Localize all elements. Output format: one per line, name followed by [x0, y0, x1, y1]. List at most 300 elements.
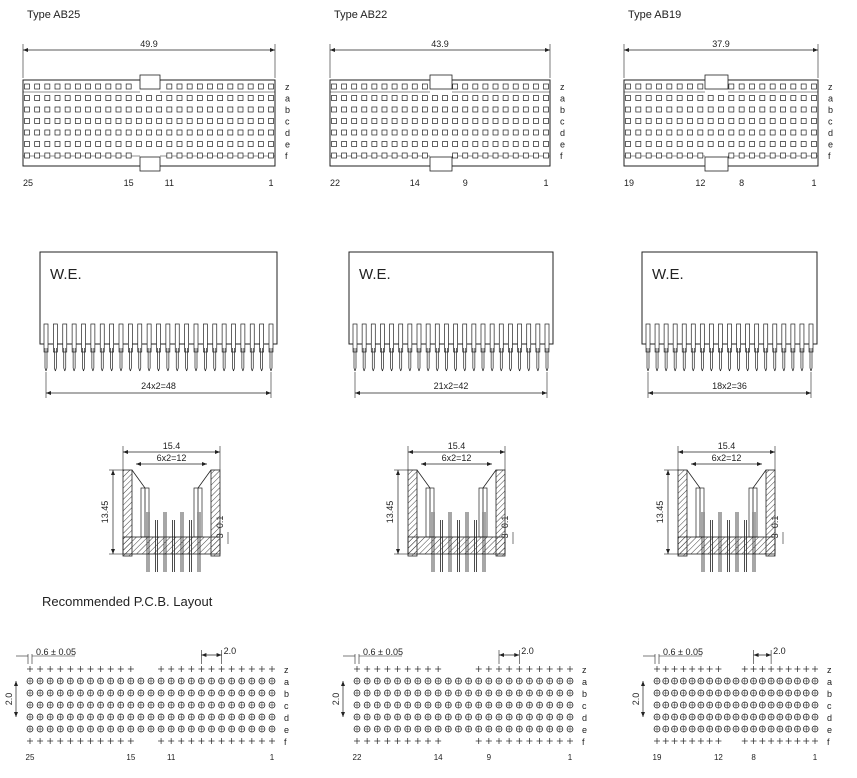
pcb-layout [331, 646, 587, 762]
contact-cell [352, 96, 357, 101]
contact-cell [372, 119, 377, 124]
contact-cell [96, 119, 101, 124]
contact-cell [708, 130, 713, 135]
contact-cell [422, 142, 427, 147]
contact-cell [473, 130, 478, 135]
row-letter-a: a [828, 93, 834, 104]
pin-upper [764, 324, 768, 352]
contact-cell [646, 153, 651, 158]
contact-cell [708, 142, 713, 147]
contact-cell [382, 153, 387, 158]
pin-upper [157, 324, 161, 352]
contact-cell [65, 153, 70, 158]
contact-cell [86, 84, 91, 89]
pin-number: 14 [409, 178, 420, 188]
contact-cell [719, 96, 724, 101]
contact-cell [453, 142, 458, 147]
contact-cell [392, 96, 397, 101]
pin-tip [84, 368, 85, 371]
pin-tip [262, 368, 263, 371]
pin-number: 15 [123, 178, 134, 188]
contact-cell [177, 107, 182, 112]
contact-cell [739, 119, 744, 124]
contact-cell [372, 96, 377, 101]
row-letter-e: e [285, 139, 291, 150]
contact-cell [332, 153, 337, 158]
arrow-head [691, 462, 696, 466]
contact-cell [739, 96, 744, 101]
brand-label: W.E. [652, 266, 684, 283]
contact-cell [86, 153, 91, 158]
contact-cell [136, 142, 141, 147]
pin-upper [728, 324, 732, 352]
arrow-head [330, 48, 335, 52]
pcb-row-letter-a: a [582, 677, 588, 687]
contact-cell [167, 96, 172, 101]
inner-profile [687, 470, 700, 537]
pin-upper [545, 324, 549, 352]
contact-cell [801, 119, 806, 124]
contact-cell [106, 142, 111, 147]
contact-cell [636, 96, 641, 101]
contact-cell [126, 84, 131, 89]
row-letter-c: c [828, 116, 833, 127]
contact-cell [402, 119, 407, 124]
contact-cell [503, 107, 508, 112]
row-letter-d: d [828, 128, 834, 138]
contact-cell [412, 119, 417, 124]
contact-cell [248, 130, 253, 135]
pin-upper [773, 324, 777, 352]
key-notch-bottom [140, 157, 160, 171]
contact-cell [258, 107, 263, 112]
arrow-head [270, 48, 275, 52]
contact-cell [770, 84, 775, 89]
pin-tip [243, 368, 244, 371]
pin-upper [166, 324, 170, 352]
contact-cell [422, 130, 427, 135]
contact-cell [791, 153, 796, 158]
contact-cell [739, 130, 744, 135]
pin-tip [401, 368, 402, 371]
row-letter-a: a [560, 93, 566, 104]
pcb-row-letter-d: d [284, 713, 290, 723]
key-notch-top [705, 75, 728, 89]
contact-cell [45, 84, 50, 89]
contact-cell [544, 84, 549, 89]
contact-cell [657, 107, 662, 112]
contact-cell [342, 84, 347, 89]
contact-cell [760, 153, 765, 158]
contact-cell [791, 130, 796, 135]
contact-cell [238, 107, 243, 112]
contact-cell [812, 96, 817, 101]
contact-cell [116, 107, 121, 112]
pin-tip [215, 368, 216, 371]
contact-cell [812, 153, 817, 158]
pcb-pin-number: 12 [713, 753, 723, 762]
contact-cell [770, 119, 775, 124]
contact-cell [513, 119, 518, 124]
contact-cell [657, 142, 662, 147]
contact-cell [544, 107, 549, 112]
front-view [40, 252, 277, 398]
arrow-head [341, 712, 345, 717]
contact-cell [269, 142, 274, 147]
pcb-row-letter-a: a [284, 677, 290, 687]
contact-cell [646, 96, 651, 101]
contact-cell [443, 96, 448, 101]
pin-tip [492, 368, 493, 371]
side-height-dimension: 13.45 [100, 500, 110, 524]
pcb-pitch-y-dimension: 2.0 [331, 692, 341, 706]
contact-cell [362, 142, 367, 147]
pin-upper [536, 324, 540, 352]
pcb-row-letter-z: z [582, 665, 587, 675]
pin-tip [748, 368, 749, 371]
contact-cell [626, 96, 631, 101]
key-notch-top [140, 75, 160, 89]
contact-cell [228, 96, 233, 101]
contact-cell [147, 142, 152, 147]
contact-cell [392, 84, 397, 89]
contact-cell [739, 107, 744, 112]
contact-cell [443, 130, 448, 135]
contact-cell [25, 84, 30, 89]
row-letter-c: c [285, 116, 290, 127]
contact-cell [96, 107, 101, 112]
brand-label: W.E. [50, 266, 82, 283]
contact-cell [646, 130, 651, 135]
arrow-head [754, 653, 759, 657]
pin-upper [203, 324, 207, 352]
contact-cell [392, 119, 397, 124]
type-title: Type AB25 [27, 9, 81, 21]
contact-cell [187, 119, 192, 124]
contact-cell [86, 130, 91, 135]
side-width-dimension: 15.4 [447, 441, 466, 451]
contact-cell [708, 119, 713, 124]
side-pitch-dimension: 6x2=12 [711, 453, 742, 463]
contact-cell [412, 96, 417, 101]
contact-cell [453, 130, 458, 135]
contact-cell [412, 107, 417, 112]
pin-upper [508, 324, 512, 352]
contact-cell [187, 142, 192, 147]
contact-cell [667, 84, 672, 89]
contact-cell [218, 96, 223, 101]
contact-cell [801, 96, 806, 101]
contact-cell [770, 96, 775, 101]
contact-cell [523, 96, 528, 101]
pcb-pin-number: 25 [25, 753, 35, 762]
contact-cell [96, 130, 101, 135]
contact-cell [667, 107, 672, 112]
pin-number: 11 [164, 178, 175, 188]
contact-cell [352, 119, 357, 124]
contact-cell [667, 142, 672, 147]
contact-cell [698, 84, 703, 89]
contact-cell [626, 130, 631, 135]
contact-cell [392, 153, 397, 158]
contact-cell [86, 107, 91, 112]
contact-cell [238, 84, 243, 89]
contact-cell [106, 84, 111, 89]
contact-cell [657, 119, 662, 124]
contact-cell [35, 119, 40, 124]
contact-cell [269, 107, 274, 112]
contact-cell [208, 96, 213, 101]
row-letter-e: e [828, 139, 834, 150]
contact-cell [65, 119, 70, 124]
base-plate [123, 537, 220, 554]
contact-cell [677, 84, 682, 89]
side-pitch-dimension: 6x2=12 [441, 453, 472, 463]
arrow-head [46, 391, 51, 395]
pcb-row-letter-b: b [284, 689, 290, 699]
contact-cell [503, 142, 508, 147]
contact-cell [513, 96, 518, 101]
front-view [642, 252, 817, 398]
arrow-head [215, 450, 220, 454]
contact-cell [646, 119, 651, 124]
contact-cell [35, 130, 40, 135]
row-letter-d: d [285, 128, 291, 138]
pcb-row-letter-z: z [284, 665, 289, 675]
pin-tip [252, 368, 253, 371]
contact-cell [463, 142, 468, 147]
pin-tip [121, 368, 122, 371]
contact-cell [688, 119, 693, 124]
pin-number: 12 [695, 178, 706, 188]
pin-upper [691, 324, 695, 352]
pin-number: 1 [543, 178, 549, 188]
side-height-dimension: 13.45 [385, 500, 395, 524]
type-title: Type AB22 [334, 9, 388, 21]
contact-cell [422, 84, 427, 89]
arrow-head [624, 48, 629, 52]
pin-tip [271, 368, 272, 371]
contact-cell [96, 84, 101, 89]
contact-cell [116, 119, 121, 124]
contact-cell [698, 130, 703, 135]
contact-cell [770, 130, 775, 135]
contact-cell [157, 130, 162, 135]
contact-cell [688, 130, 693, 135]
pin-upper [82, 324, 86, 352]
contact-cell [493, 96, 498, 101]
pcb-row-letter-z: z [827, 665, 832, 675]
arrow-head [666, 470, 670, 475]
contact-cell [126, 130, 131, 135]
pin-number: 1 [811, 178, 817, 188]
pcb-row-letter-b: b [582, 689, 588, 699]
contact-cell [760, 130, 765, 135]
pin-upper [380, 324, 384, 352]
contact-cell [106, 107, 111, 112]
pin-tip [757, 368, 758, 371]
pin-upper [426, 324, 430, 352]
contact-cell [453, 153, 458, 158]
contact-cell [677, 119, 682, 124]
contact-cell [739, 153, 744, 158]
pin-upper [250, 324, 254, 352]
pin-tip [140, 368, 141, 371]
pin-upper [138, 324, 142, 352]
contact-cell [392, 107, 397, 112]
contact-cell [157, 119, 162, 124]
contact-cell [157, 107, 162, 112]
arrow-head [648, 391, 653, 395]
pcb-row-letter-e: e [284, 725, 290, 735]
contact-cell [372, 142, 377, 147]
arrow-head [500, 450, 505, 454]
arrow-head [217, 653, 222, 657]
contact-cell [677, 96, 682, 101]
contact-cell [544, 142, 549, 147]
pin-tip [187, 368, 188, 371]
key-notch-top [430, 75, 452, 89]
contact-cell [719, 119, 724, 124]
contact-cell [688, 96, 693, 101]
contact-cell [463, 96, 468, 101]
contact-cell [55, 84, 60, 89]
contact-cell [412, 153, 417, 158]
contact-cell [750, 153, 755, 158]
arrow-head [341, 681, 345, 686]
contact-cell [106, 119, 111, 124]
pin-tip [130, 368, 131, 371]
pcb-hole-dimension: 0.6 ± 0.05 [663, 647, 703, 657]
contact-cell [739, 84, 744, 89]
top-view [330, 39, 565, 188]
pcb-pin-number: 9 [486, 753, 492, 762]
pin-tip [149, 368, 150, 371]
contact-cell [116, 130, 121, 135]
contact-cell [147, 96, 152, 101]
contact-cell [332, 107, 337, 112]
contact-cell [533, 119, 538, 124]
contact-cell [760, 119, 765, 124]
contact-cell [432, 107, 437, 112]
pin-upper [110, 324, 114, 352]
contact-cell [55, 119, 60, 124]
pin-number: 1 [268, 178, 274, 188]
contact-cell [801, 107, 806, 112]
contact-cell [342, 142, 347, 147]
arrow-head [757, 462, 762, 466]
contact-cell [729, 107, 734, 112]
contact-cell [55, 153, 60, 158]
contact-cell [248, 96, 253, 101]
pin-upper [682, 324, 686, 352]
contact-cell [812, 119, 817, 124]
contact-cell [493, 84, 498, 89]
contact-cell [96, 142, 101, 147]
pin-tip [739, 368, 740, 371]
contact-cell [147, 107, 152, 112]
pin-tip [529, 368, 530, 371]
contact-cell [106, 130, 111, 135]
contact-cell [147, 130, 152, 135]
arrow-head [770, 450, 775, 454]
pin-upper [53, 324, 57, 352]
contact-cell [677, 130, 682, 135]
contact-cell [25, 96, 30, 101]
contact-cell [126, 119, 131, 124]
pcb-row-letter-b: b [827, 689, 833, 699]
contact-cell [248, 84, 253, 89]
pin-upper [527, 324, 531, 352]
contact-cell [760, 107, 765, 112]
contact-cell [75, 142, 80, 147]
contact-cell [332, 142, 337, 147]
contact-cell [402, 107, 407, 112]
contact-cell [197, 84, 202, 89]
pcb-pitch-y-dimension: 2.0 [631, 692, 641, 706]
pin-tip [437, 368, 438, 371]
contact-cell [432, 142, 437, 147]
pin-number: 9 [462, 178, 468, 188]
connector-type-3 [624, 9, 833, 762]
contact-cell [177, 153, 182, 158]
contact-cell [382, 119, 387, 124]
contact-cell [667, 119, 672, 124]
arrow-head [14, 712, 18, 717]
pcb-pitch-x-dimension: 2.0 [521, 646, 534, 656]
contact-cell [453, 96, 458, 101]
contact-cell [218, 119, 223, 124]
contact-cell [422, 119, 427, 124]
pin-upper [213, 324, 217, 352]
contact-cell [422, 107, 427, 112]
pin-upper [472, 324, 476, 352]
contact-cell [698, 96, 703, 101]
pcb-layout [631, 646, 832, 762]
contact-cell [770, 153, 775, 158]
contact-cell [75, 119, 80, 124]
contact-cell [228, 119, 233, 124]
contact-cell [698, 153, 703, 158]
contact-cell [443, 142, 448, 147]
contact-cell [801, 130, 806, 135]
pcb-pin-number: 1 [567, 753, 573, 762]
pcb-hole-dimension: 0.6 ± 0.05 [363, 647, 403, 657]
contact-cell [238, 119, 243, 124]
contact-cell [332, 119, 337, 124]
side-tolerance: 3−0.1 [215, 515, 225, 539]
contact-cell [116, 142, 121, 147]
contact-cell [432, 119, 437, 124]
contact-cell [86, 119, 91, 124]
contact-cell [342, 130, 347, 135]
pin-tip [520, 368, 521, 371]
pin-upper [44, 324, 48, 352]
contact-cell [646, 142, 651, 147]
arrow-head [641, 712, 645, 717]
contact-cell [493, 107, 498, 112]
contact-cell [544, 119, 549, 124]
pin-upper [499, 324, 503, 352]
pin-tip [159, 368, 160, 371]
row-letter-a: a [285, 93, 291, 104]
contact-cell [55, 130, 60, 135]
contact-cell [65, 107, 70, 112]
contact-cell [352, 130, 357, 135]
contact-cell [750, 96, 755, 101]
pin-tip [648, 368, 649, 371]
pcb-row-letter-e: e [582, 725, 588, 735]
